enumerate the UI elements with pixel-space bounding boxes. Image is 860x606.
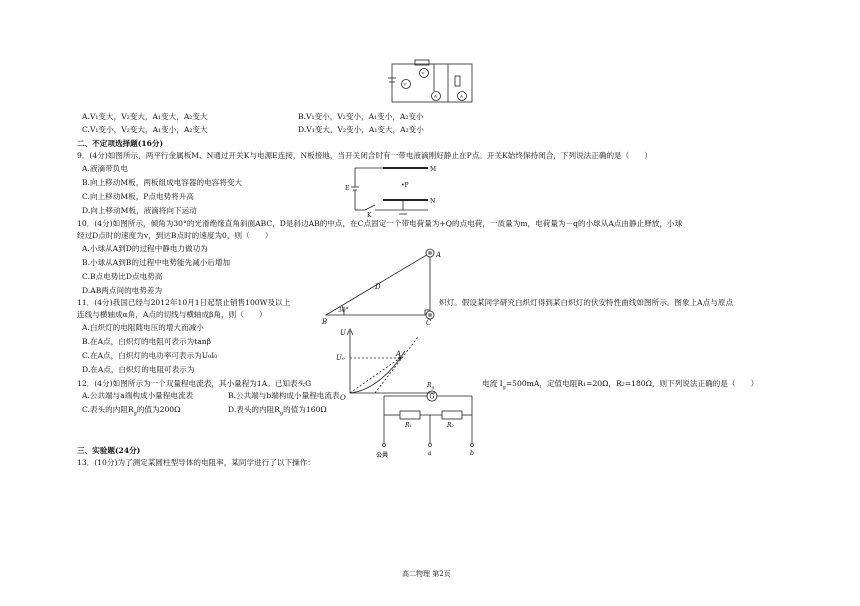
- q10-incline-figure: [320, 245, 440, 325]
- q12-label-b: b: [470, 450, 474, 457]
- q12-stem-right: 电流 $I_g=500mA$，定值电阻R₁=20Ω，R₂=180Ω，则下列说法正确的是（ ）: [482, 379, 759, 391]
- q11-option-d[interactable]: D.在A点，白炽灯的电阻可表示为: [82, 365, 195, 374]
- q11-option-c[interactable]: C.在A点，白炽灯的电功率可表示为U₀I₀: [82, 351, 218, 360]
- q10-option-d[interactable]: D.AB两点间的电势差为: [82, 286, 163, 295]
- q10-label-c: C: [426, 319, 432, 327]
- page-footer: 高二物理 第2页: [402, 570, 451, 578]
- q9-option-b[interactable]: B.向上移动M板，两板组成电容器的电容将变大: [82, 178, 243, 187]
- section-2-title: 二、不定项选择题(16分): [77, 139, 164, 148]
- q9-label-k: K: [367, 212, 372, 219]
- q12-label-common: 公共: [376, 452, 389, 459]
- q10-option-a[interactable]: A.小球从A到D的过程中静电力做功为: [82, 244, 208, 253]
- svg-text:A: A: [460, 93, 463, 99]
- svg-text:V: V: [421, 70, 425, 76]
- q8-circuit-figure: [388, 58, 483, 108]
- q11-stem-line1-left: 11．(4分)我国已经与2012年10月1日起禁止销售100W及以上: [77, 298, 291, 307]
- svg-text:V: V: [403, 81, 407, 87]
- q10-stem-line2: 经过D点时的速度为v，到达B点时的速度为0，则（ ）: [77, 231, 273, 240]
- q13-stem: 13．(10分)为了测定某圆柱型导体的电阻率，某同学进行了以下操作：: [77, 458, 315, 467]
- q10-stem-line1: 10．(4分)如图所示，倾角为30°的光滑绝缘直角斜面ABC，D是斜边AB的中点，在C点固定一个带电荷量为+Q的点电荷，一质量为m，电荷量为－q的小球从A点由静止释放，小球: [77, 219, 683, 228]
- q11-stem-line2: 连线与横轴成α角，A点的切线与横轴成β角，则（ ）: [77, 310, 267, 319]
- q12-label-rg-sub: g: [431, 384, 435, 390]
- q12-label-rg: R: [427, 382, 432, 389]
- q9-label-m: M: [430, 166, 437, 173]
- q9-option-a[interactable]: A.液滴带负电: [82, 164, 128, 173]
- q9-capacitor-figure: [343, 160, 443, 220]
- q11-label-a: A: [396, 350, 402, 358]
- q11-origin-o: O: [340, 394, 346, 402]
- q12-option-b[interactable]: B.公共端与b端构成小量程电流表: [228, 391, 340, 400]
- q12-stem-left: 12．(4分)如图所示为一个双量程电流表，其小量程为1A。已知表头G: [77, 379, 312, 388]
- q12-label-g: G: [429, 393, 435, 401]
- q12-label-r1: R₁: [405, 422, 412, 429]
- q8-option-a[interactable]: A.V₁变大，V₂变大，A₁变大，A₂变大: [82, 112, 208, 121]
- q8-option-b[interactable]: B.V₁变小，V₂变小，A₁变小，A₂变小: [298, 112, 424, 121]
- q9-label-p: •P: [401, 182, 409, 189]
- svg-text:A: A: [434, 93, 437, 99]
- q12-option-d[interactable]: D.表头的内阻$R_g$的值为160Ω: [228, 405, 327, 417]
- q12-option-a[interactable]: A.公共端与a端构成小量程电流表: [82, 391, 194, 400]
- q9-stem: 9．(4分)如图所示，两平行金属板M、N通过开关K与电源E连接，N板接地，当开关闭合时有一带电液滴刚好静止在P点。开关K始终保持闭合，下列说法正确的是（ ）: [77, 151, 653, 160]
- q10-option-c[interactable]: C.B点电势比D点电势高: [82, 272, 163, 281]
- q11-option-b[interactable]: B.在A点，白炽灯的电阻可表示为tanβ: [82, 337, 212, 346]
- q11-stem-line1-right: 炽灯。假设某同学研究白炽灯得到某白炽灯的伏安特性曲线如图所示。图象上A点与原点: [439, 298, 734, 307]
- q11-label-u0: U₀: [336, 354, 345, 362]
- q12-ammeter-figure: [372, 378, 482, 463]
- q9-option-c[interactable]: C.向上移动M板，P点电势将升高: [82, 192, 194, 201]
- q11-axis-u: U: [340, 329, 346, 337]
- q10-label-b: B: [322, 318, 328, 326]
- q10-option-b[interactable]: B.小球从A到B的过程中电势能先减小后增加: [82, 258, 231, 267]
- svg-text:Rg: [426, 382, 435, 390]
- q9-option-d[interactable]: D.向上移动M板，液滴将向下运动: [82, 206, 197, 215]
- q9-label-n: N: [430, 198, 436, 205]
- q11-option-a[interactable]: A.白炽灯的电阻随电压的增大而减小: [82, 323, 204, 332]
- q10-label-d: D: [375, 283, 381, 291]
- section-3-title: 三、实验题(24分): [77, 446, 141, 455]
- q12-label-a: a: [428, 450, 432, 457]
- q10-angle-label: 30°: [338, 307, 349, 314]
- q8-option-d[interactable]: D.V₁变大，V₂变小，A₁变大，A₂变小: [298, 125, 424, 134]
- q10-label-a: A: [436, 251, 442, 259]
- q12-option-c[interactable]: C.表头的内阻$R_g$的值为200Ω: [82, 405, 181, 417]
- q8-option-c[interactable]: C.V₁变小，V₂变大，A₁变小，A₂变大: [82, 125, 208, 134]
- q9-label-e: E: [345, 185, 350, 192]
- q12-label-r2: R₂: [447, 422, 454, 429]
